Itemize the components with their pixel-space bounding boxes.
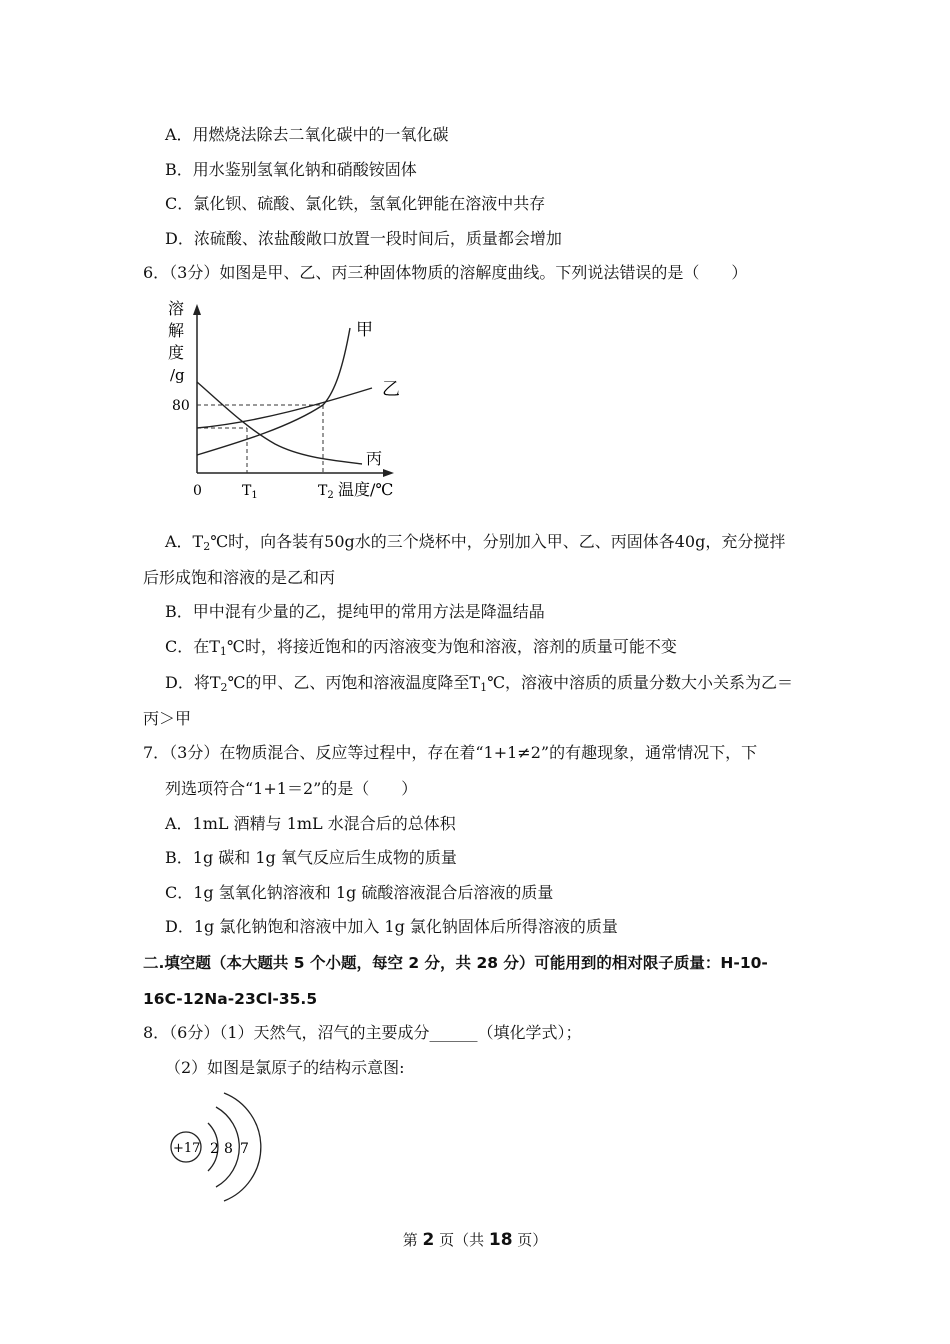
q7-stem-line2: 列选项符合“1+1＝2”的是（ ） [165,779,418,798]
q7-stem-line1: 7．（3分）在物质混合、反应等过程中，存在着“1+1≠2”的有趣现象，通常情况下，下 [143,743,758,762]
chlorine-atom-diagram [160,1085,270,1210]
q7-option-b: B．1g 碳和 1g 氧气反应后生成物的质量 [165,848,457,867]
y-axis-label-3: 度 [168,343,185,362]
x-axis-label: 温度/℃ [338,480,394,499]
t1-label: $T_1$ [242,483,258,501]
origin-label: 0 [193,483,202,499]
y-axis-label-2: 解 [168,321,185,340]
shell-2-electrons: 8 [224,1141,233,1157]
q5-option-d: D．浓硫酸、浓盐酸敞口放置一段时间后，质量都会增加 [165,229,562,248]
t2-label: $T_2$ [318,483,334,501]
page-footer: 第 2 页（共 18 页） [402,1230,548,1250]
section2-title-line1: 二.填空题（本大题共 5 个小题，每空 2 分，共 28 分）可能用到的相对限子质量：H-10- [143,954,768,972]
q6-option-a-line1: A．$T_2℃$时，向各装有50g水的三个烧杯中，分别加入甲、乙、丙固体各40g，充分搅拌 [165,532,786,553]
curve-label-yi: 乙 [382,379,400,400]
y-tick-80: 80 [172,398,190,414]
q7-option-d: D．1g 氯化钠饱和溶液中加入 1g 氯化钠固体后所得溶液的质量 [165,917,618,936]
q5-option-c: C．氯化钡、硫酸、氯化铁，氢氧化钾能在溶液中共存 [165,194,546,213]
curve-yi [197,388,372,428]
q6-stem: 6．（3分）如图是甲、乙、丙三种固体物质的溶解度曲线。下列说法错误的是（ ） [143,263,748,282]
q8-line1: 8．（6分）（1）天然气，沼气的主要成分______（填化学式）； [143,1023,582,1042]
q6-option-d-line2: 丙＞甲 [143,709,192,728]
q5-option-a: A．用燃烧法除去二氧化碳中的一氧化碳 [165,125,449,144]
shell-1-electrons: 2 [210,1141,219,1157]
q5-option-b: B．用水鉴别氢氧化钠和硝酸铵固体 [165,160,417,179]
q7-option-a: A．1mL 酒精与 1mL 水混合后的总体积 [165,814,456,833]
q6-option-d-line1: D．将$T_2℃$的甲、乙、丙饱和溶液温度降至$T_1℃$，溶液中溶质的质量分数大小关系为乙＝ [165,673,793,694]
y-axis-label-4: /g [170,366,185,384]
y-axis-label-1: 溶 [168,299,185,318]
curve-bing [197,382,362,464]
curve-label-jia: 甲 [356,320,373,340]
current-page: 2 [422,1230,435,1250]
y-axis-arrow-icon [193,304,201,315]
x-axis-arrow-icon [383,469,394,477]
q6-option-a-line2: 后形成饱和溶液的是乙和丙 [143,568,336,587]
q8-line2: （2）如图是氯原子的结构示意图: [165,1058,405,1077]
curve-jia [197,328,350,455]
section2-title-line2: 16C-12Na-23Cl-35.5 [143,990,318,1008]
q7-option-c: C．1g 氢氧化钠溶液和 1g 硫酸溶液混合后溶液的质量 [165,883,554,902]
shell-3-electrons: 7 [240,1141,249,1157]
curve-label-bing: 丙 [366,449,383,468]
solubility-chart [150,292,410,507]
total-pages: 18 [488,1230,513,1250]
q6-option-b: B．甲中混有少量的乙，提纯甲的常用方法是降温结晶 [165,602,545,621]
q6-option-c: C．在$T_1℃$时，将接近饱和的丙溶液变为饱和溶液，溶剂的质量可能不变 [165,637,677,658]
nucleus-charge: +17 [173,1141,201,1156]
